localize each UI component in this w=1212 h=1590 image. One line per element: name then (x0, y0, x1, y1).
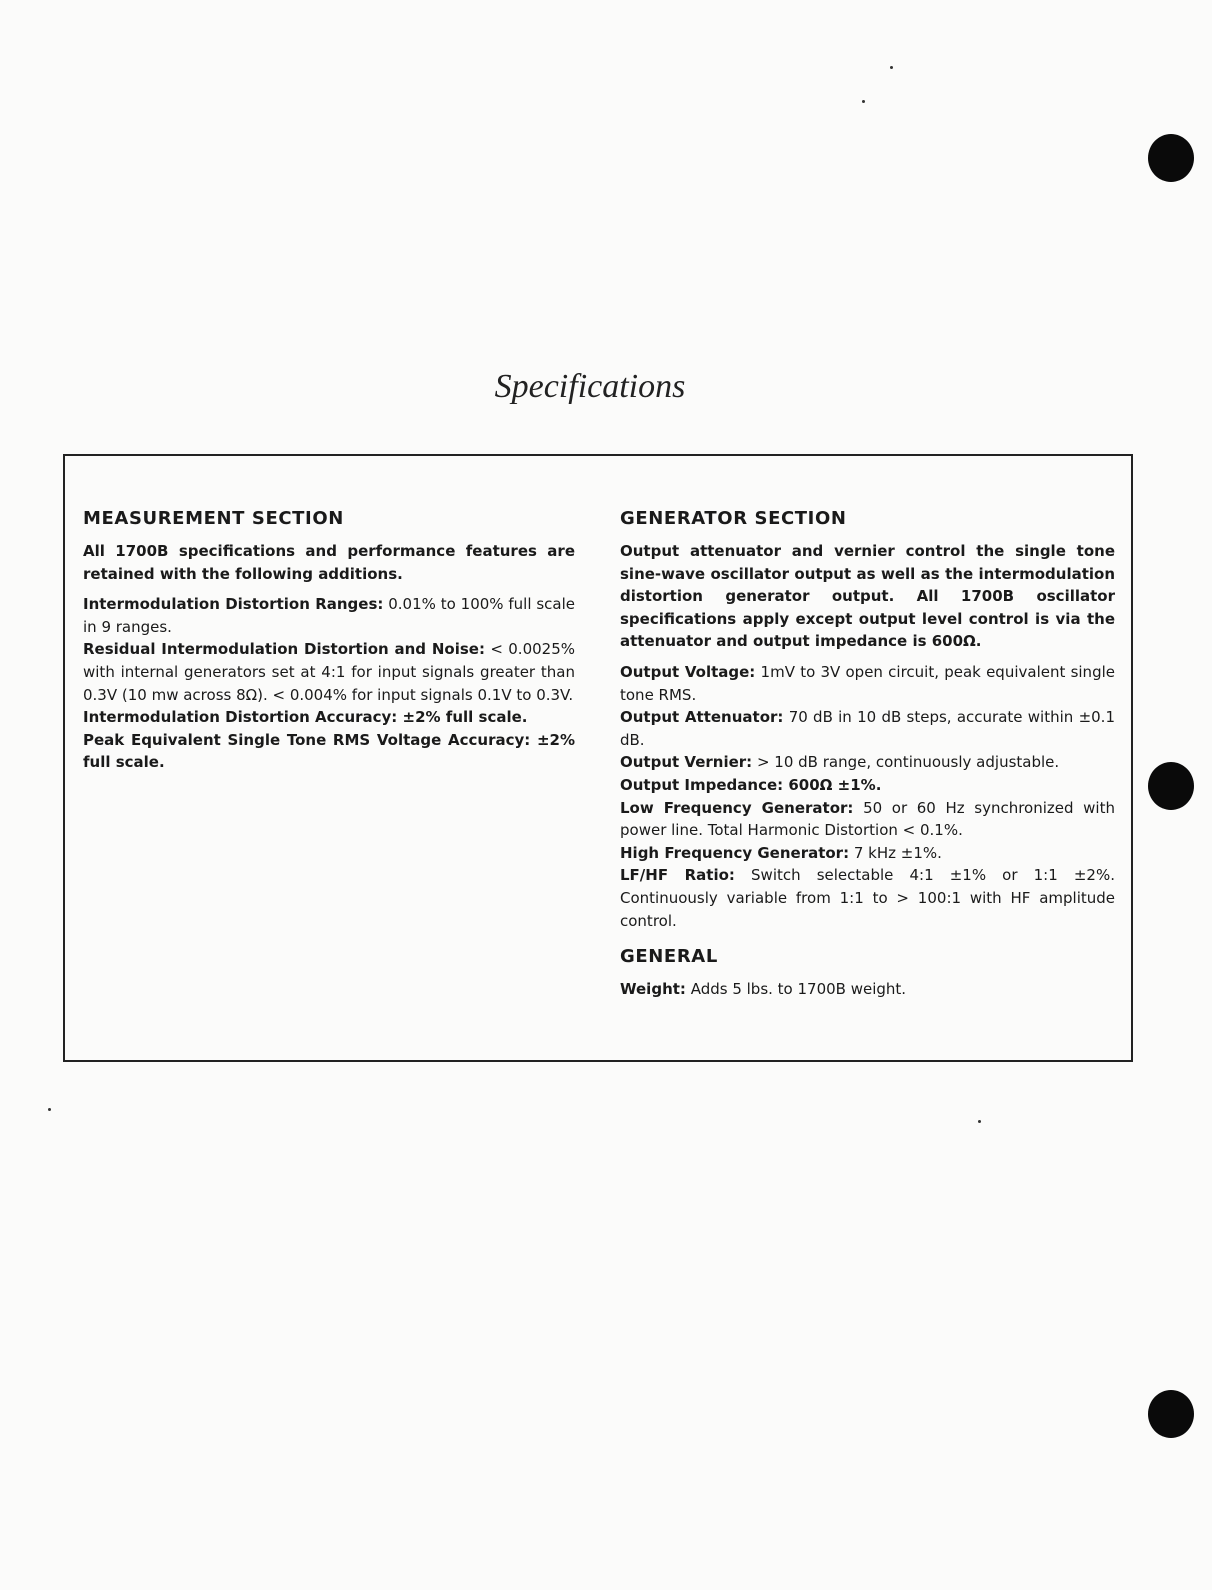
spec-label: Output Attenuator: (620, 708, 784, 727)
general-heading: GENERAL (620, 946, 718, 968)
generator-section (620, 508, 1115, 1001)
spec-value: ±2% full scale. (83, 730, 575, 772)
spec-im-distortion-ranges (83, 593, 575, 638)
spec-label: LF/HF Ratio: (620, 866, 735, 885)
spec-label: Output Voltage: (620, 662, 756, 681)
spec-high-frequency-generator (620, 842, 1115, 865)
spec-value: 50 or 60 Hz synchronized with power line. Total Harmonic Distortion < 0.1%. (620, 798, 1115, 840)
spec-output-vernier (620, 751, 1115, 774)
spec-value: Switch selectable 4:1 ±1% or 1:1 ±2%. Continuously variable from 1:1 to > 100:1 with HF amplitude control. (620, 866, 1115, 930)
scan-speck (890, 66, 893, 69)
generator-heading: GENERATOR SECTION (620, 508, 847, 529)
spec-value: 70 dB in 10 dB steps, accurate within ±0.1 dB. (620, 708, 1115, 749)
spec-value: 600Ω ±1%. (788, 775, 882, 794)
measurement-intro: All 1700B specifications and performance features are retained with the following additions. (83, 542, 575, 583)
spec-label: Weight: (620, 980, 686, 999)
binder-hole-bottom (1148, 1390, 1194, 1438)
spec-weight (620, 978, 1115, 1001)
spec-label: Output Vernier: (620, 753, 753, 772)
spec-value: 0.01% to 100% full scale in 9 ranges. (83, 595, 575, 636)
scan-speck (48, 1108, 51, 1111)
spec-im-distortion-accuracy (83, 706, 575, 729)
spec-label: Low Frequency Generator: (620, 798, 854, 817)
spec-low-frequency-generator (620, 797, 1115, 842)
binder-hole-middle (1148, 762, 1194, 810)
spec-value: 7 kHz ±1%. (853, 843, 942, 862)
spec-label: High Frequency Generator: (620, 843, 850, 862)
spec-lf-hf-ratio (620, 864, 1115, 932)
spec-label: Intermodulation Distortion Ranges: (83, 595, 384, 614)
spec-value: 1mV to 3V open circuit, peak equivalent single tone RMS. (620, 662, 1115, 704)
spec-label: Residual Intermodulation Distortion and Noise: (83, 640, 485, 659)
spec-output-attenuator (620, 706, 1115, 751)
scan-speck (978, 1120, 981, 1123)
binder-hole-top (1148, 134, 1194, 182)
spec-residual-im-distortion (83, 638, 575, 706)
spec-value: < 0.0025% with internal generators set at 4:1 for input signals greater than 0.3V (10 mw across 8Ω). < 0.004% for input signals 0.1V to 0.3V. (83, 640, 575, 704)
spec-label: Intermodulation Distortion Accuracy: (83, 708, 398, 727)
specifications-box (63, 454, 1133, 1062)
spec-label: Peak Equivalent Single Tone RMS Voltage Accuracy: (83, 730, 531, 749)
spec-value: > 10 dB range, continuously adjustable. (756, 753, 1060, 772)
page-title: Specifications (494, 368, 686, 405)
spec-label: Output Impedance: (620, 775, 784, 794)
spec-peak-rms-accuracy (83, 729, 575, 774)
spec-output-impedance (620, 774, 1115, 797)
spec-value: Adds 5 lbs. to 1700B weight. (690, 980, 907, 999)
measurement-section (83, 508, 575, 774)
scan-speck (862, 100, 865, 103)
spec-output-voltage (620, 661, 1115, 706)
spec-value: ±2% full scale. (402, 708, 528, 727)
measurement-heading: MEASUREMENT SECTION (83, 508, 344, 529)
generator-intro: Output attenuator and vernier control the single tone sine-wave oscillator output as well as the intermodulation distortion generator output. All 1700B oscillator specifications apply except output level control is via the attenuator and output impedance is 600Ω. (620, 542, 1115, 651)
